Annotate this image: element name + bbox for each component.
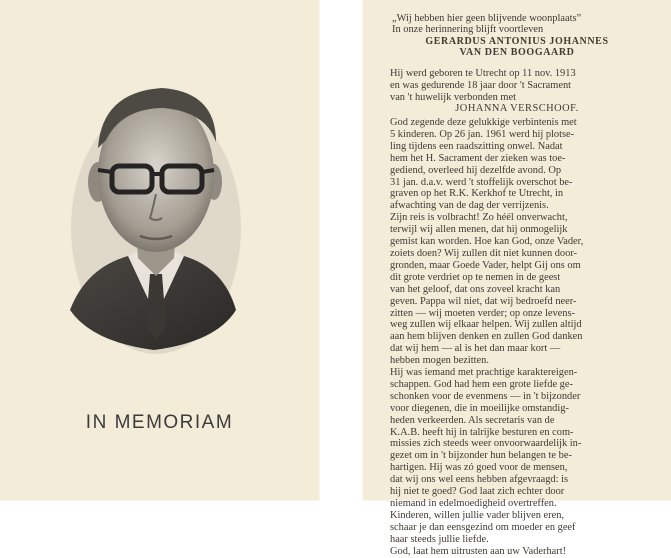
memorial-card-back	[363, 0, 671, 557]
biography-line: 5 kinderen. Op 26 jan. 1961 werd hij plotse-	[390, 128, 575, 140]
opening-quote: „Wij hebben hier geen blijvende woonplaats”	[392, 13, 582, 24]
biography-line: ling tijdens een raadszitting onwel. Nadat	[390, 140, 563, 152]
biography-line: hij niet te goed? God laat zich echter door	[390, 486, 565, 498]
intro-line: In onze herinnering blijft voortleven	[392, 24, 544, 35]
birth-line: en was gedurende 18 jaar door 't Sacrament	[390, 79, 572, 91]
portrait-photo	[66, 78, 243, 354]
deceased-name-line-1: GERARDUS ANTONIUS JOHANNES	[425, 36, 609, 47]
biography-line: schonken voor de evenmens — in 't bijzonder	[390, 390, 581, 402]
biography-line: K.A.B. heeft hij in talrijke besturen en com-	[390, 426, 574, 438]
biography-line: dit grote verdriet op te nemen in de geest	[390, 271, 561, 283]
biography-line: gemist kan worden. Hoe kan God, onze Vader,	[390, 236, 584, 248]
birth-text	[390, 68, 661, 104]
biography-line: gediend, overleed hij dezelfde avond. Op	[390, 164, 562, 176]
biography-line: schaar je dan eensgezind om moeder en geef	[390, 521, 576, 533]
biography-line: van het geloof, dat ons zoveel kracht kan	[390, 283, 561, 295]
biography-line: zitten — wij moeten verder; op onze levens-	[390, 307, 575, 319]
birth-line: Hij werd geboren te Utrecht op 11 nov. 1913	[390, 68, 576, 79]
biography-line: gronden, maar Goede Vader, helpt Gij ons om	[390, 259, 581, 271]
biography-line: Zijn reis is volbracht! Zo héél onverwacht,	[390, 212, 568, 224]
biography-line: missies zich steeds weer onvoorwaardelijk in-	[390, 438, 582, 450]
birth-line: van 't huwelijk verbonden met	[390, 91, 516, 103]
spouse-name: JOHANNA VERSCHOOF.	[455, 103, 579, 114]
biography-line: terwijl wij allen menen, dat hij onmogelijk	[390, 224, 568, 236]
biography-line: heden verkeerden. Als secretaris van de	[390, 414, 555, 426]
biography-line: geven. Pappa wil niet, dat wij bedroefd neer-	[390, 295, 577, 307]
biography-line: hartigen. Hij was zó goed voor de mensen,	[390, 462, 568, 474]
biography-line: afwachting van de dag der verrijzenis.	[390, 200, 549, 212]
biography-line: weg zullen wij elkaar helpen. Wij zullen altijd	[390, 319, 582, 331]
biography-line: hebben mogen bezitten.	[390, 355, 489, 367]
biography-line: Hij was iemand met prachtige karaktereigen-	[390, 367, 578, 379]
memorial-card-front	[0, 0, 319, 500]
biography-line: haar steeds jullie liefde.	[390, 533, 489, 545]
biography-line: God zegende deze gelukkige verbintenis met	[390, 117, 577, 128]
biography-line: dat wij hem — al is het dan maar kort —	[390, 343, 561, 355]
biography-line: Kinderen, willen jullie vader blijven eren,	[390, 509, 564, 521]
biography-line: schappen. God had hem een grote liefde ge-	[390, 378, 573, 390]
biography-line: zoiets doen? Wij zullen dit niet kunnen door-	[390, 247, 578, 259]
biography-line: 31 jan. d.a.v. werd 't stoffelijk overschot be-	[390, 176, 573, 188]
deceased-name-line-2: VAN DEN BOOGAARD	[459, 47, 575, 58]
biography-line: aan hem blijven denken en zullen God danken	[390, 331, 583, 343]
biography-line: gezet om in 't bijzonder hun belangen te be-	[390, 450, 572, 462]
biography-line: graven op het R.K. Kerkhof te Utrecht, in	[390, 188, 564, 200]
biography-line: hem het H. Sacrament der zieken was toe-	[390, 152, 566, 164]
biography-text	[390, 117, 661, 558]
in-memoriam-heading: IN MEMORIAM	[85, 412, 234, 433]
biography-line: dat wij ons wel eens hebben afgevraagd: is	[390, 474, 569, 486]
biography-line: God, laat hem uitrusten aan uw Vaderhart!	[390, 545, 567, 557]
biography-line: voor diegenen, die in moeilijke omstandig-	[390, 402, 569, 414]
biography-line: niemand in edelmoedigheid overtreffen.	[390, 498, 557, 509]
